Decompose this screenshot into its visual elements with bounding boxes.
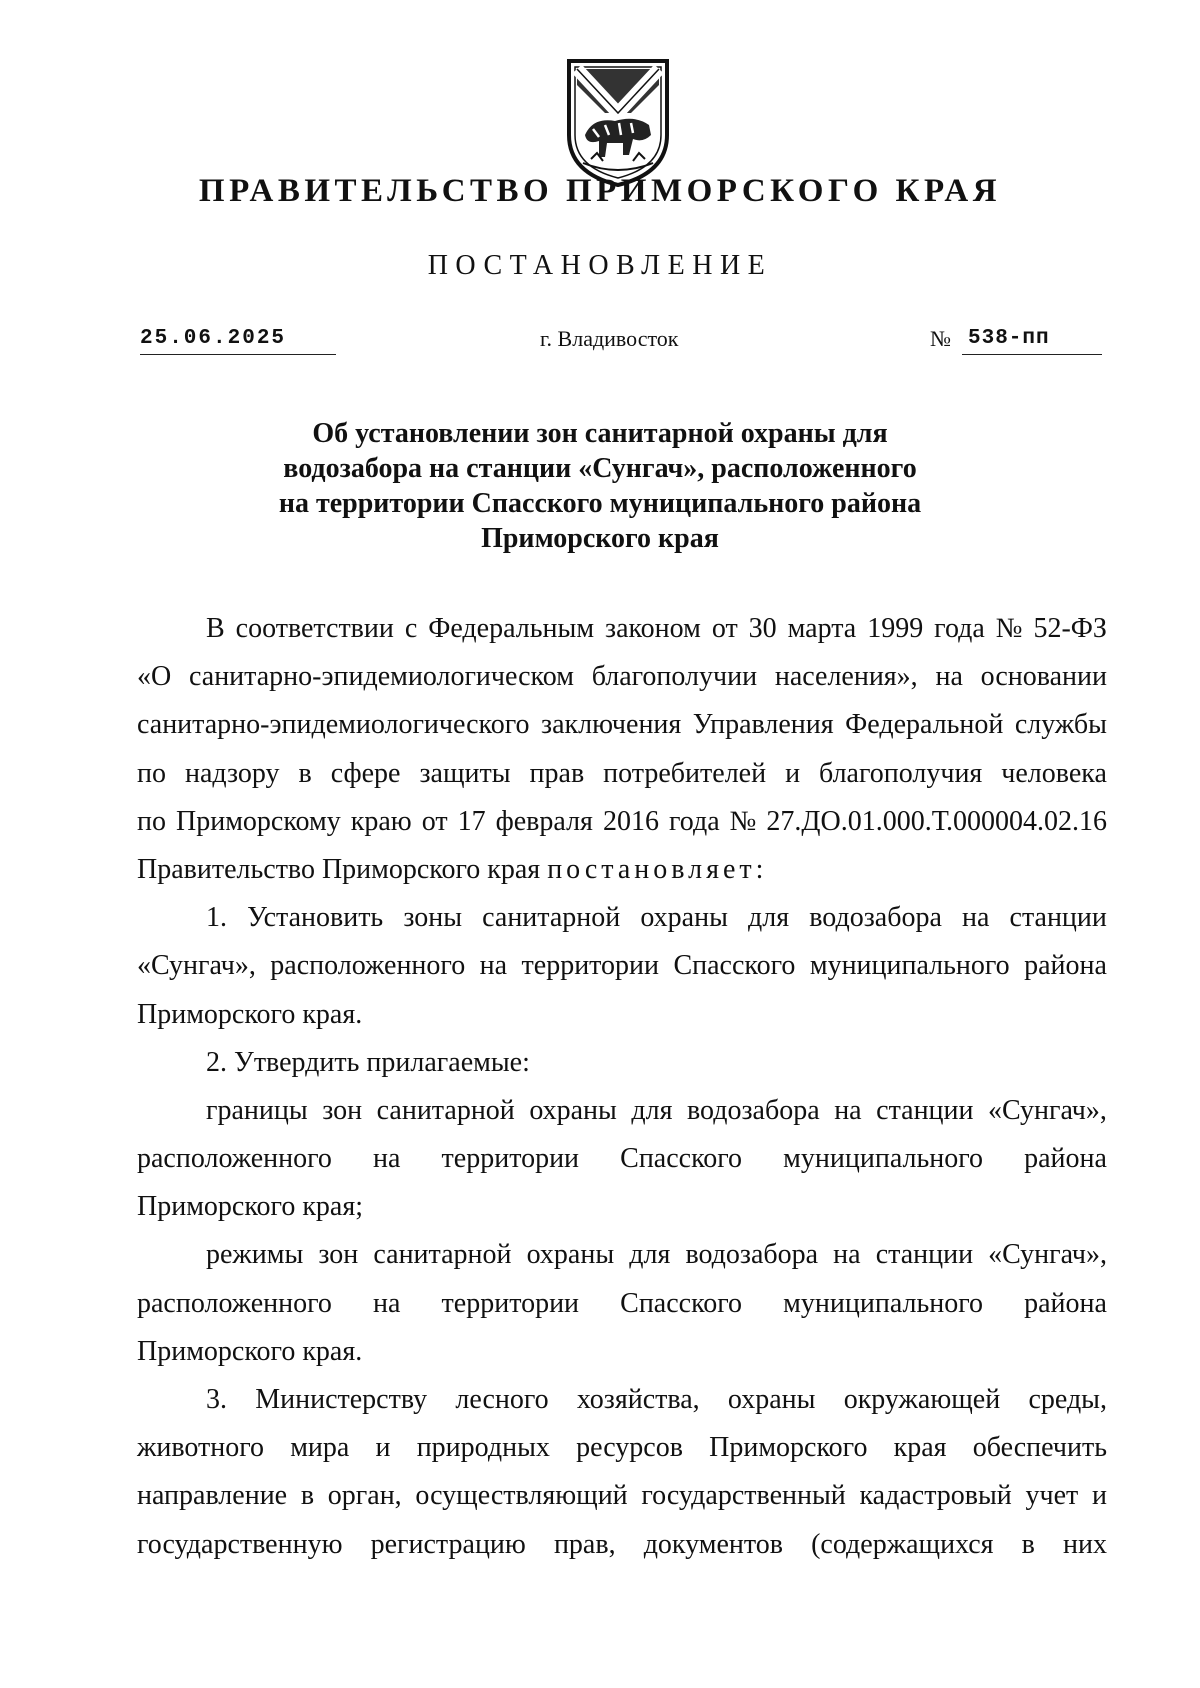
word: в: [298, 757, 312, 789]
word: на: [373, 1287, 401, 1319]
text-line: [137, 1280, 1107, 1328]
word: государственный: [641, 1480, 846, 1512]
word: 17: [457, 805, 486, 837]
text-line: [137, 846, 1107, 894]
coat-of-arms-emblem: [563, 55, 673, 190]
word: ресурсов: [576, 1432, 683, 1464]
word: орган,: [327, 1480, 402, 1512]
word: станции: [876, 1094, 974, 1126]
word: на: [961, 902, 990, 934]
organization-title: ПРАВИТЕЛЬСТВО ПРИМОРСКОГО КРАЯ: [198, 173, 1002, 209]
word: санитарной: [373, 1239, 512, 1271]
text-line: [137, 1087, 1107, 1135]
word: февраля: [495, 805, 593, 837]
document-date: 25.06.2025: [140, 326, 336, 355]
word: учет: [1025, 1480, 1079, 1512]
word: потребителей: [603, 757, 767, 789]
word: сфере: [330, 757, 401, 789]
word: водозабора: [685, 1239, 819, 1271]
document-heading: [200, 416, 1000, 556]
word: Управления: [692, 709, 834, 741]
word: мира: [290, 1432, 350, 1464]
word: режимы: [206, 1239, 304, 1271]
word: основании: [980, 661, 1107, 693]
word: Федеральной: [845, 709, 1004, 741]
word: расположенного: [270, 950, 466, 982]
word: территории: [521, 950, 660, 982]
word: муниципального: [809, 950, 1010, 982]
word: санитарной: [376, 1094, 515, 1126]
word: водозабора: [809, 902, 942, 934]
word: охраны: [529, 1094, 617, 1126]
word: кадастровый: [859, 1480, 1012, 1512]
text-line: Приморского края;: [137, 1191, 364, 1223]
word: благополучии: [591, 661, 758, 693]
word: и: [1091, 1480, 1107, 1512]
word: расположенного: [137, 1287, 332, 1319]
word: территории: [441, 1143, 580, 1175]
word: животного: [137, 1432, 264, 1464]
word: района: [1024, 1143, 1107, 1175]
word: и: [785, 757, 801, 789]
text-line: [137, 942, 1107, 990]
text-line: [137, 894, 1107, 942]
word: Министерству: [255, 1384, 428, 1415]
word: природных: [416, 1432, 550, 1464]
word: человека: [1001, 757, 1107, 789]
word: от: [421, 805, 448, 837]
text-line: [137, 1376, 1107, 1424]
word: лесного: [455, 1384, 549, 1415]
word: Приморскому: [176, 805, 341, 837]
word: с: [404, 613, 418, 644]
word: регистрацию: [370, 1528, 526, 1560]
word: станции: [875, 1239, 974, 1271]
text-line: [137, 750, 1107, 798]
word: на: [834, 1094, 862, 1126]
word: обеспечить: [972, 1432, 1107, 1464]
word: благополучия: [819, 757, 983, 789]
word: Приморского: [709, 1432, 868, 1464]
word: на: [479, 950, 508, 982]
word: Федеральным: [428, 613, 595, 644]
heading-line: водозабора на станции «Сунгач», расположенного: [283, 453, 917, 484]
word: Спасского: [620, 1287, 743, 1319]
word: государственную: [137, 1528, 343, 1560]
word: марта: [787, 613, 857, 644]
word: района: [1024, 950, 1107, 982]
heading-line: Об установлении зон санитарной охраны для: [312, 418, 888, 449]
government-name: Правительство Приморского края: [137, 853, 541, 885]
word: водозабора: [687, 1094, 820, 1126]
word: В: [206, 613, 225, 644]
text-line: [137, 798, 1107, 846]
word: санитарно-эпидемиологическом: [189, 661, 574, 693]
word: 3.: [206, 1384, 227, 1415]
number-sign: №: [930, 326, 951, 351]
word: направление: [137, 1480, 288, 1512]
word: прав: [529, 757, 585, 789]
word: защиты: [419, 757, 511, 789]
word: охраны: [640, 902, 728, 934]
word: по: [137, 805, 166, 837]
resolves-word: постановляет: [547, 853, 756, 885]
document-body: [137, 605, 1107, 1569]
word: территории: [441, 1287, 580, 1319]
word: «Сунгач»,: [988, 1239, 1107, 1271]
word: «О: [137, 661, 172, 693]
word: зоны: [403, 902, 463, 934]
word: документов: [643, 1528, 783, 1560]
text-line: [137, 1472, 1107, 1520]
word: населения»,: [774, 661, 918, 693]
word: и: [375, 1432, 391, 1464]
word: №: [729, 805, 757, 837]
word: на: [833, 1239, 861, 1271]
text-line: [137, 1231, 1107, 1279]
word: прав,: [553, 1528, 616, 1560]
word: Установить: [247, 902, 384, 934]
document-city: г. Владивосток: [540, 326, 679, 351]
word: заключения: [541, 709, 682, 741]
document-number: 538-пп: [962, 326, 1102, 355]
text-line: [137, 653, 1107, 701]
word: района: [1024, 1287, 1107, 1319]
word: по: [137, 757, 166, 789]
word: Спасского: [673, 950, 796, 982]
word: (содержащихся: [811, 1528, 994, 1560]
word: края: [893, 1432, 947, 1464]
word: службы: [1014, 709, 1107, 741]
word: санитарной: [482, 902, 621, 934]
word: среды,: [1028, 1384, 1107, 1415]
word: расположенного: [137, 1143, 332, 1175]
word: №: [995, 613, 1023, 644]
word: окружающей: [843, 1384, 1001, 1415]
word: 2016: [602, 805, 659, 837]
word: на: [373, 1143, 401, 1175]
text-line: Приморского края.: [137, 998, 363, 1030]
word: законом: [605, 613, 701, 644]
heading-line: Приморского края: [481, 523, 719, 554]
word: них: [1063, 1528, 1107, 1560]
word: границы: [206, 1094, 308, 1126]
text-line: [137, 1424, 1107, 1472]
word: станции: [1009, 902, 1107, 934]
text-line: [137, 1521, 1107, 1569]
word: 1999: [867, 613, 924, 644]
document-type: ПОСТАНОВЛЕНИЕ: [427, 250, 773, 281]
word: санитарно-эпидемиологического: [137, 709, 530, 741]
word: краю: [350, 805, 412, 837]
word: охраны: [727, 1384, 816, 1415]
text-line: 2. Утвердить прилагаемые:: [206, 1046, 530, 1078]
word: в: [300, 1480, 315, 1512]
word: для: [748, 902, 790, 934]
word: «Сунгач»,: [988, 1094, 1107, 1126]
word: муниципального: [783, 1287, 983, 1319]
word: 30: [748, 613, 777, 644]
word: 1.: [206, 902, 227, 934]
text-line: [137, 1135, 1107, 1183]
text-line: Приморского края.: [137, 1335, 363, 1367]
word: надзору: [184, 757, 280, 789]
word: для: [629, 1239, 671, 1271]
text-line: [137, 701, 1107, 749]
word: от: [711, 613, 738, 644]
word: зон: [318, 1239, 359, 1271]
word: года: [934, 613, 985, 644]
word: в: [1021, 1528, 1035, 1560]
word: осуществляющий: [415, 1480, 628, 1512]
word: хозяйства,: [576, 1384, 700, 1415]
word: года: [668, 805, 720, 837]
word: 27.ДО.01.000.Т.000004.02.16: [766, 805, 1107, 837]
word: 52-ФЗ: [1033, 613, 1107, 644]
text-line: [137, 605, 1107, 653]
resolves-colon: :: [755, 853, 764, 885]
word: на: [935, 661, 963, 693]
word: Спасского: [620, 1143, 743, 1175]
word: муниципального: [783, 1143, 983, 1175]
word: зон: [322, 1094, 363, 1126]
word: для: [631, 1094, 673, 1126]
word: «Сунгач»,: [137, 950, 256, 982]
word: охраны: [526, 1239, 615, 1271]
heading-line: на территории Спасского муниципального района: [278, 488, 922, 519]
word: соответствии: [235, 613, 394, 644]
